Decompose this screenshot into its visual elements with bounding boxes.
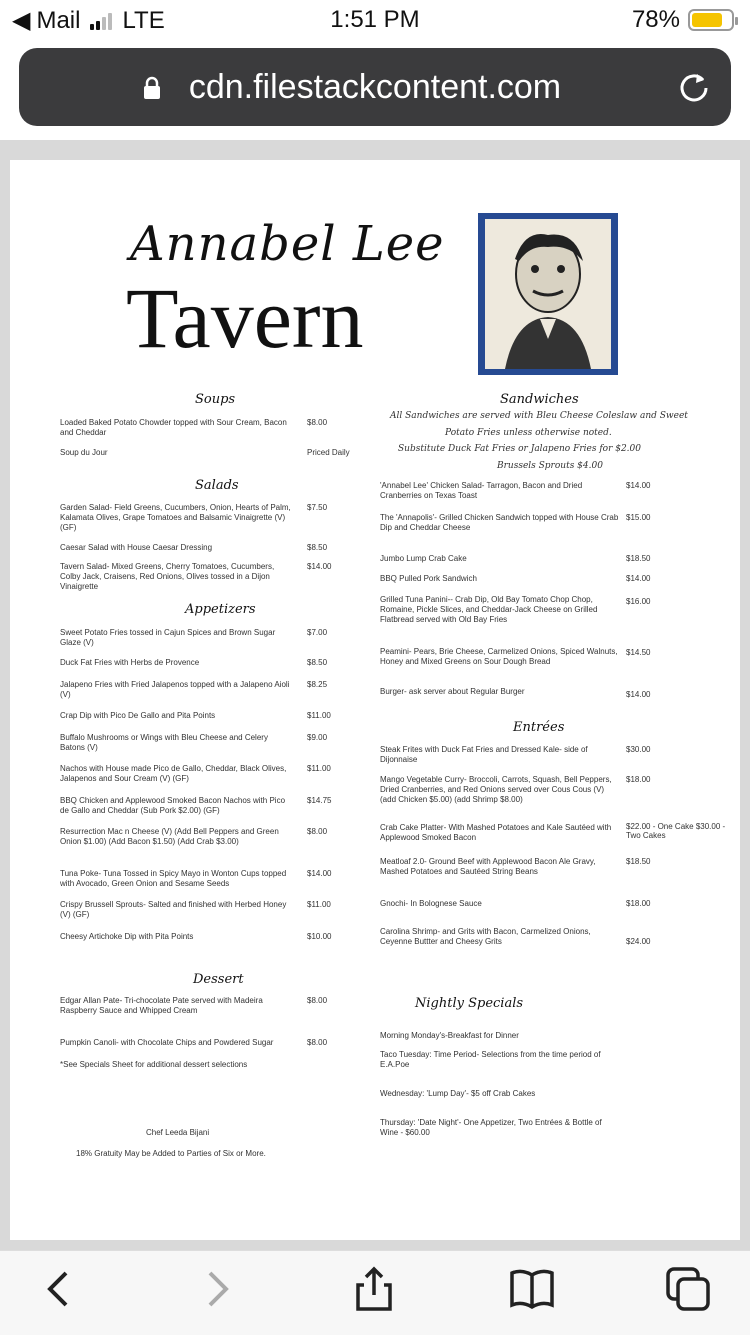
menu-item-price: $9.00 xyxy=(307,733,328,742)
section-heading-soups: Soups xyxy=(195,392,236,407)
menu-item-price: $14.00 xyxy=(307,562,332,571)
menu-item-price: $14.00 xyxy=(626,574,651,583)
menu-item-price: $18.00 xyxy=(626,899,651,908)
menu-item-text: Taco Tuesday: Time Period- Selections from the time period of E.A.Poe xyxy=(380,1050,601,1069)
menu-item-price: $8.50 xyxy=(307,658,328,667)
menu-item-price: $10.00 xyxy=(307,932,332,941)
sandwich-note-line: Potato Fries unless otherwise noted. xyxy=(445,428,612,438)
menu-item-text: Peamini- Pears, Brie Cheese, Carmelized Onions, Spiced Walnuts, Honey and Mixed Greens on Sour Dough Bread xyxy=(380,647,618,666)
menu-item-price: $8.00 xyxy=(307,996,328,1005)
menu-item-price: $14.00 xyxy=(626,690,651,699)
share-icon[interactable] xyxy=(350,1265,398,1313)
menu-item-price: $14.50 xyxy=(626,648,651,657)
menu-item-price: $7.50 xyxy=(307,503,328,512)
menu-item-price: $22.00 - One Cake $30.00 - Two Cakes xyxy=(626,822,726,840)
menu-item-text: Edgar Allan Pate- Tri-chocolate Pate served with Madeira Raspberry Sauce and Whipped Cream xyxy=(60,996,263,1015)
menu-item-text: Nachos with House made Pico de Gallo, Cheddar, Black Olives, Jalapenos and Sour Cream (V) (GF) xyxy=(60,764,287,783)
menu-item-text: Crab Cake Platter- With Mashed Potatoes and Kale Sautéed with Applewood Smoked Bacon xyxy=(380,823,612,842)
menu-item-price: $16.00 xyxy=(626,597,651,606)
menu-item-text: Jumbo Lump Crab Cake xyxy=(380,554,467,563)
forward-icon[interactable] xyxy=(192,1265,240,1313)
menu-item-text: Steak Frites with Duck Fat Fries and Dressed Kale- side of Dijonnaise xyxy=(380,745,588,764)
menu-item-price: $15.00 xyxy=(626,513,651,522)
menu-item-text: Gnochi- In Bolognese Sauce xyxy=(380,899,482,908)
reload-icon[interactable] xyxy=(677,70,711,104)
back-icon[interactable] xyxy=(36,1265,84,1313)
menu-item-price: $24.00 xyxy=(626,937,651,946)
menu-item-text: Mango Vegetable Curry- Broccoli, Carrots, Squash, Bell Peppers, Dried Cranberries, and Red Onions served over Cous Cous (V) (add Chicken $5.00) (add Shrimp $8.00) xyxy=(380,775,612,804)
menu-item-price: $18.00 xyxy=(626,775,651,784)
menu-title-line2: Tavern xyxy=(126,270,364,366)
menu-item-text: Buffalo Mushrooms or Wings with Bleu Cheese and Celery Batons (V) xyxy=(60,733,268,752)
menu-item-text: Loaded Baked Potato Chowder topped with Sour Cream, Bacon and Cheddar xyxy=(60,418,287,437)
menu-item-text: Wednesday: 'Lump Day'- $5 off Crab Cakes xyxy=(380,1089,536,1098)
menu-item-text: Crispy Brussell Sprouts- Salted and finished with Herbed Honey (V) (GF) xyxy=(60,900,287,919)
menu-item-price: $8.25 xyxy=(307,680,328,689)
menu-item-text: Burger- ask server about Regular Burger xyxy=(380,687,525,696)
menu-item-text: Garden Salad- Field Greens, Cucumbers, Onion, Hearts of Palm, Kalamata Olives, Grape Tomatoes and Balsamic Vinaigrette (V) (GF) xyxy=(60,503,291,532)
document-viewer[interactable] xyxy=(0,140,750,1250)
menu-item-text: Jalapeno Fries with Fried Jalapenos topped with a Jalapeno Aioli (V) xyxy=(60,680,290,699)
gratuity-note: 18% Gratuity May be Added to Parties of Six or More. xyxy=(76,1149,266,1158)
menu-item-text: Crap Dip with Pico De Gallo and Pita Points xyxy=(60,711,216,720)
chef-name: Chef Leeda Bijani xyxy=(146,1128,210,1137)
url-text[interactable]: cdn.filestackcontent.com xyxy=(188,68,562,106)
menu-item-text: Carolina Shrimp- and Grits with Bacon, Carmelized Onions, Ceyenne Buttter and Cheesy Grits xyxy=(380,927,591,946)
status-bar xyxy=(0,0,750,40)
menu-item-text: Grilled Tuna Panini-- Crab Dip, Old Bay Tomato Chop Chop, Romaine, Pickle Slices, and Cheddar-Jack Cheese on Grilled Flatbread served with Old Bay Fries xyxy=(380,595,598,624)
section-heading-salads: Salads xyxy=(195,478,239,493)
menu-item-text: Thursday: 'Date Night'- One Appetizer, Two Entrées & Bottle of Wine - $60.00 xyxy=(380,1118,602,1137)
menu-item-text: Cheesy Artichoke Dip with Pita Points xyxy=(60,932,194,941)
menu-item-text: Sweet Potato Fries tossed in Cajun Spices and Brown Sugar Glaze (V) xyxy=(60,628,276,647)
menu-item-text: BBQ Pulled Pork Sandwich xyxy=(380,574,477,583)
clock: 1:51 PM xyxy=(330,6,420,33)
menu-item-text: Pumpkin Canoli- with Chocolate Chips and Powdered Sugar xyxy=(60,1038,274,1047)
bookmarks-icon[interactable] xyxy=(508,1265,556,1313)
menu-item-price: $11.00 xyxy=(307,711,331,720)
menu-item-price: $18.50 xyxy=(626,857,651,866)
section-heading-appetizers: Appetizers xyxy=(185,602,256,617)
section-heading-sandwiches: Sandwiches xyxy=(500,392,579,407)
menu-item-price: $8.00 xyxy=(307,1038,328,1047)
sandwich-note-line: Brussels Sprouts $4.00 xyxy=(497,461,603,471)
carrier-label[interactable]: Mail xyxy=(36,6,81,34)
menu-item-price: $11.00 xyxy=(307,764,331,773)
menu-item-text: Meatloaf 2.0- Ground Beef with Applewood Bacon Ale Gravy, Mashed Potatoes and Sautéed String Beans xyxy=(380,857,596,876)
menu-item-text: Morning Monday's-Breakfast for Dinner xyxy=(380,1031,519,1040)
poe-portrait-image xyxy=(478,213,618,375)
menu-item-text: BBQ Chicken and Applewood Smoked Bacon Nachos with Pico de Gallo and Cheddar (Sub Pork $2.00) (GF) xyxy=(60,796,286,815)
menu-item-text: Caesar Salad with House Caesar Dressing xyxy=(60,543,213,552)
menu-title-line1: Annabel Lee xyxy=(130,216,445,272)
menu-item-price: $7.00 xyxy=(307,628,328,637)
menu-item-text: Duck Fat Fries with Herbs de Provence xyxy=(60,658,200,667)
section-heading-specials: Nightly Specials xyxy=(415,996,524,1011)
menu-item-text: 'Annabel Lee' Chicken Salad- Tarragon, Bacon and Dried Cranberries on Texas Toast xyxy=(380,481,583,500)
back-to-app-icon[interactable]: ◀ xyxy=(12,7,31,34)
menu-item-price: Priced Daily xyxy=(307,448,350,457)
menu-item-price: $14.00 xyxy=(307,869,332,878)
menu-item-price: $8.00 xyxy=(307,827,328,836)
menu-item-price: $18.50 xyxy=(626,554,651,563)
sandwich-note-line: All Sandwiches are served with Bleu Cheese Coleslaw and Sweet xyxy=(390,411,688,421)
tabs-icon[interactable] xyxy=(664,1265,712,1313)
menu-item-price: $8.50 xyxy=(307,543,328,552)
battery-icon xyxy=(688,9,734,31)
browser-toolbar xyxy=(0,1250,750,1335)
sandwich-note-line: Substitute Duck Fat Fries or Jalapeno Fries for $2.00 xyxy=(398,444,641,454)
menu-item-text: Resurrection Mac n Cheese (V) (Add Bell Peppers and Green Onion $1.00) (Add Bacon $1.50) (Add Crab $3.00) xyxy=(60,827,279,846)
menu-item-text: The 'Annapolis'- Grilled Chicken Sandwich topped with House Crab Dip and Cheddar Cheese xyxy=(380,513,619,532)
menu-item-price: $14.00 xyxy=(626,481,651,490)
section-heading-entrees: Entrées xyxy=(513,720,565,735)
menu-page xyxy=(10,160,740,1240)
address-bar[interactable] xyxy=(19,48,731,126)
menu-item-text: Tuna Poke- Tuna Tossed in Spicy Mayo in Wonton Cups topped with Avocado, Green Onion and Sesame Seeds xyxy=(60,869,287,888)
menu-item-text: Tavern Salad- Mixed Greens, Cherry Tomatoes, Cucumbers, Colby Jack, Craisens, Red Onions, Olives tossed in a Dijon Vinaigrette xyxy=(60,562,275,591)
network-label: LTE xyxy=(122,6,165,34)
battery-percent: 78% xyxy=(631,6,680,33)
menu-item-price: $30.00 xyxy=(626,745,651,754)
section-heading-dessert: Dessert xyxy=(193,972,244,987)
menu-item-text: *See Specials Sheet for additional dessert selections xyxy=(60,1060,248,1069)
menu-item-price: $11.00 xyxy=(307,900,331,909)
menu-item-text: Soup du Jour xyxy=(60,448,108,457)
menu-item-price: $14.75 xyxy=(307,796,332,805)
menu-item-price: $8.00 xyxy=(307,418,328,427)
portrait-sketch xyxy=(485,219,611,369)
